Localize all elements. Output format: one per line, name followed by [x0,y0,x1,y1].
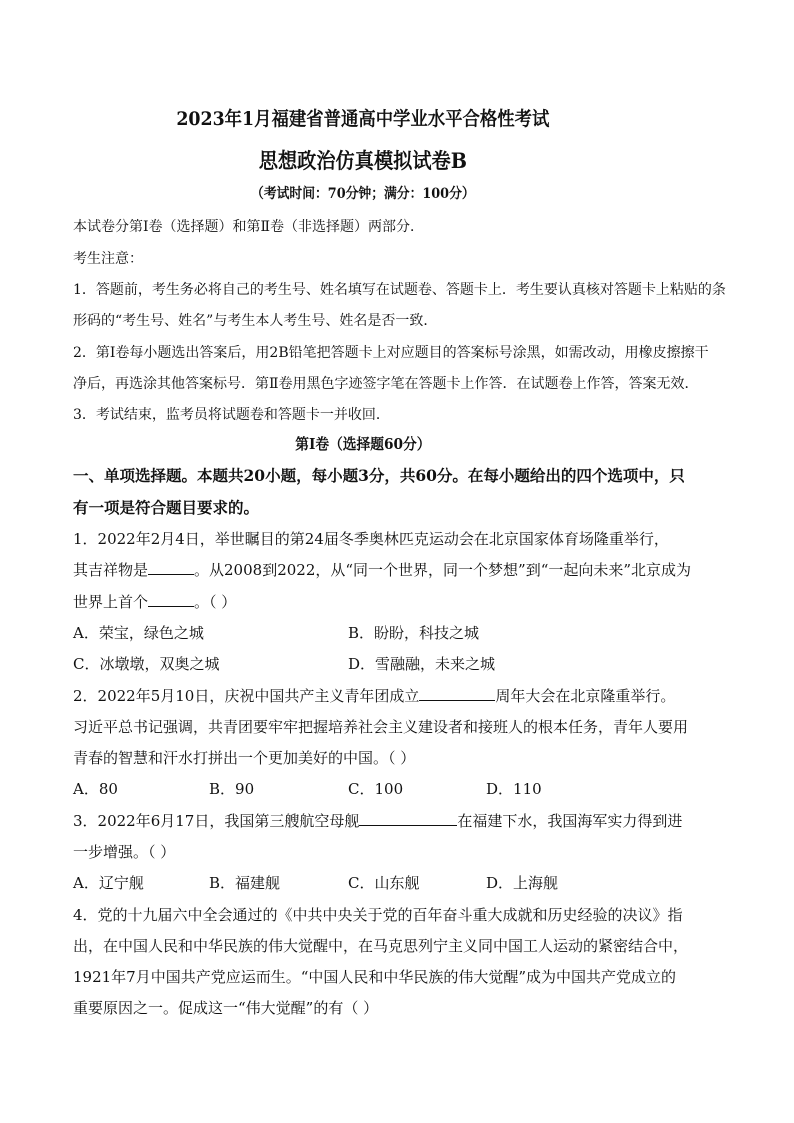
answer-blank [359,824,457,826]
notice-label: 考生注意： [73,251,143,267]
notice-line: 2．第Ⅰ卷每小题选出答案后，用2B铅笔把答题卡上对应题目的答案标号涂黑，如需改动，用橡皮擦擦干 [73,345,709,361]
option-a: A．荣宝，绿色之城 [73,624,204,642]
paper-structure-note: 本试卷分第Ⅰ卷（选择题）和第Ⅱ卷（非选择题）两部分． [73,219,425,235]
question-text-part: 周年大会在北京隆重举行。 [495,687,676,705]
answer-blank [419,699,495,701]
option-b: B．福建舰 [209,874,281,892]
exam-subtitle: 思想政治仿真模拟试卷B [258,148,467,173]
question-3-text [73,810,682,831]
option-a: A．80 [73,780,118,798]
question-text-part: 。（ ） [194,593,237,611]
question-text-part: 其吉祥物是 [73,561,149,579]
question-2-text [73,685,675,706]
question-text-part: 在福建下水，我国海军实力得到进 [457,812,683,830]
notice-line: 形码的“考生号、姓名”与考生本人考生号、姓名是否一致． [73,313,438,329]
option-d: D．雪融融，未来之城 [348,655,496,673]
question-1-text [73,591,236,612]
question-text-part: 3．2022年6月17日，我国第三艘航空母舰 [73,812,360,830]
option-a: A．辽宁舰 [73,874,144,892]
question-2-text: 习近平总书记强调，共青团要牢牢把握培养社会主义建设者和接班人的根本任务，青年人要用 [73,718,689,736]
option-b: B．盼盼，科技之城 [348,624,480,642]
notice-line: 净后，再选涂其他答案标号．第Ⅱ卷用黑色字迹签字笔在答题卡上作答．在试题卷上作答，答案无效． [73,376,699,392]
question-text-part: 。从2008到2022，从“同一个世界，同一个梦想”到“一起向未来”北京成为 [194,561,692,579]
section-title: 第Ⅰ卷（选择题60分） [295,435,431,453]
answer-blank [148,573,194,575]
exam-time-info: （考试时间：70分钟；满分：100分） [251,186,475,202]
exam-title: 2023年1月福建省普通高中学业水平合格性考试 [176,108,550,130]
question-4-text: 重要原因之一。促成这一“伟大觉醒”的有（ ） [73,999,379,1017]
option-c: C．山东舰 [348,874,420,892]
notice-line: 1．答题前，考生务必将自己的考生号、姓名填写在试题卷、答题卡上．考生要认真核对答题卡上粘贴的条 [73,282,726,298]
section-instruction: 有一项是符合题目要求的。 [73,498,260,517]
option-d: D．110 [486,780,542,798]
option-b: B．90 [209,780,255,798]
question-4-text: 4．党的十九届六中全会通过的《中共中央关于党的百年奋斗重大成就和历史经验的决议》指 [73,906,683,924]
notice-line: 3．考试结束，监考员将试题卷和答题卡一并收回． [73,407,390,423]
question-1-text [73,559,691,580]
question-4-text: 1921年7月中国共产党应运而生。“中国人民和中华民族的伟大觉醒”成为中国共产党成立的 [73,968,677,986]
question-text-part: 世界上首个 [73,593,149,611]
question-1-text: 1．2022年2月4日，举世瞩目的第24届冬季奥林匹克运动会在北京国家体育场隆重举行， [73,530,669,548]
answer-blank [148,605,194,607]
option-d: D．上海舰 [486,874,559,892]
option-c: C．冰墩墩，双奥之城 [73,655,220,673]
option-c: C．100 [348,780,404,798]
question-text-part: 2．2022年5月10日，庆祝中国共产主义青年团成立 [73,687,420,705]
question-2-text: 青春的智慧和汗水打拼出一个更加美好的中国。（ ） [73,749,416,767]
question-3-text: 一步增强。（ ） [73,843,176,861]
section-instruction: 一、单项选择题。本题共20小题，每小题3分，共60分。在每小题给出的四个选项中，只 [73,466,685,485]
question-4-text: 出，在中国人民和中华民族的伟大觉醒中，在马克思列宁主义同中国工人运动的紧密结合中， [73,937,689,955]
